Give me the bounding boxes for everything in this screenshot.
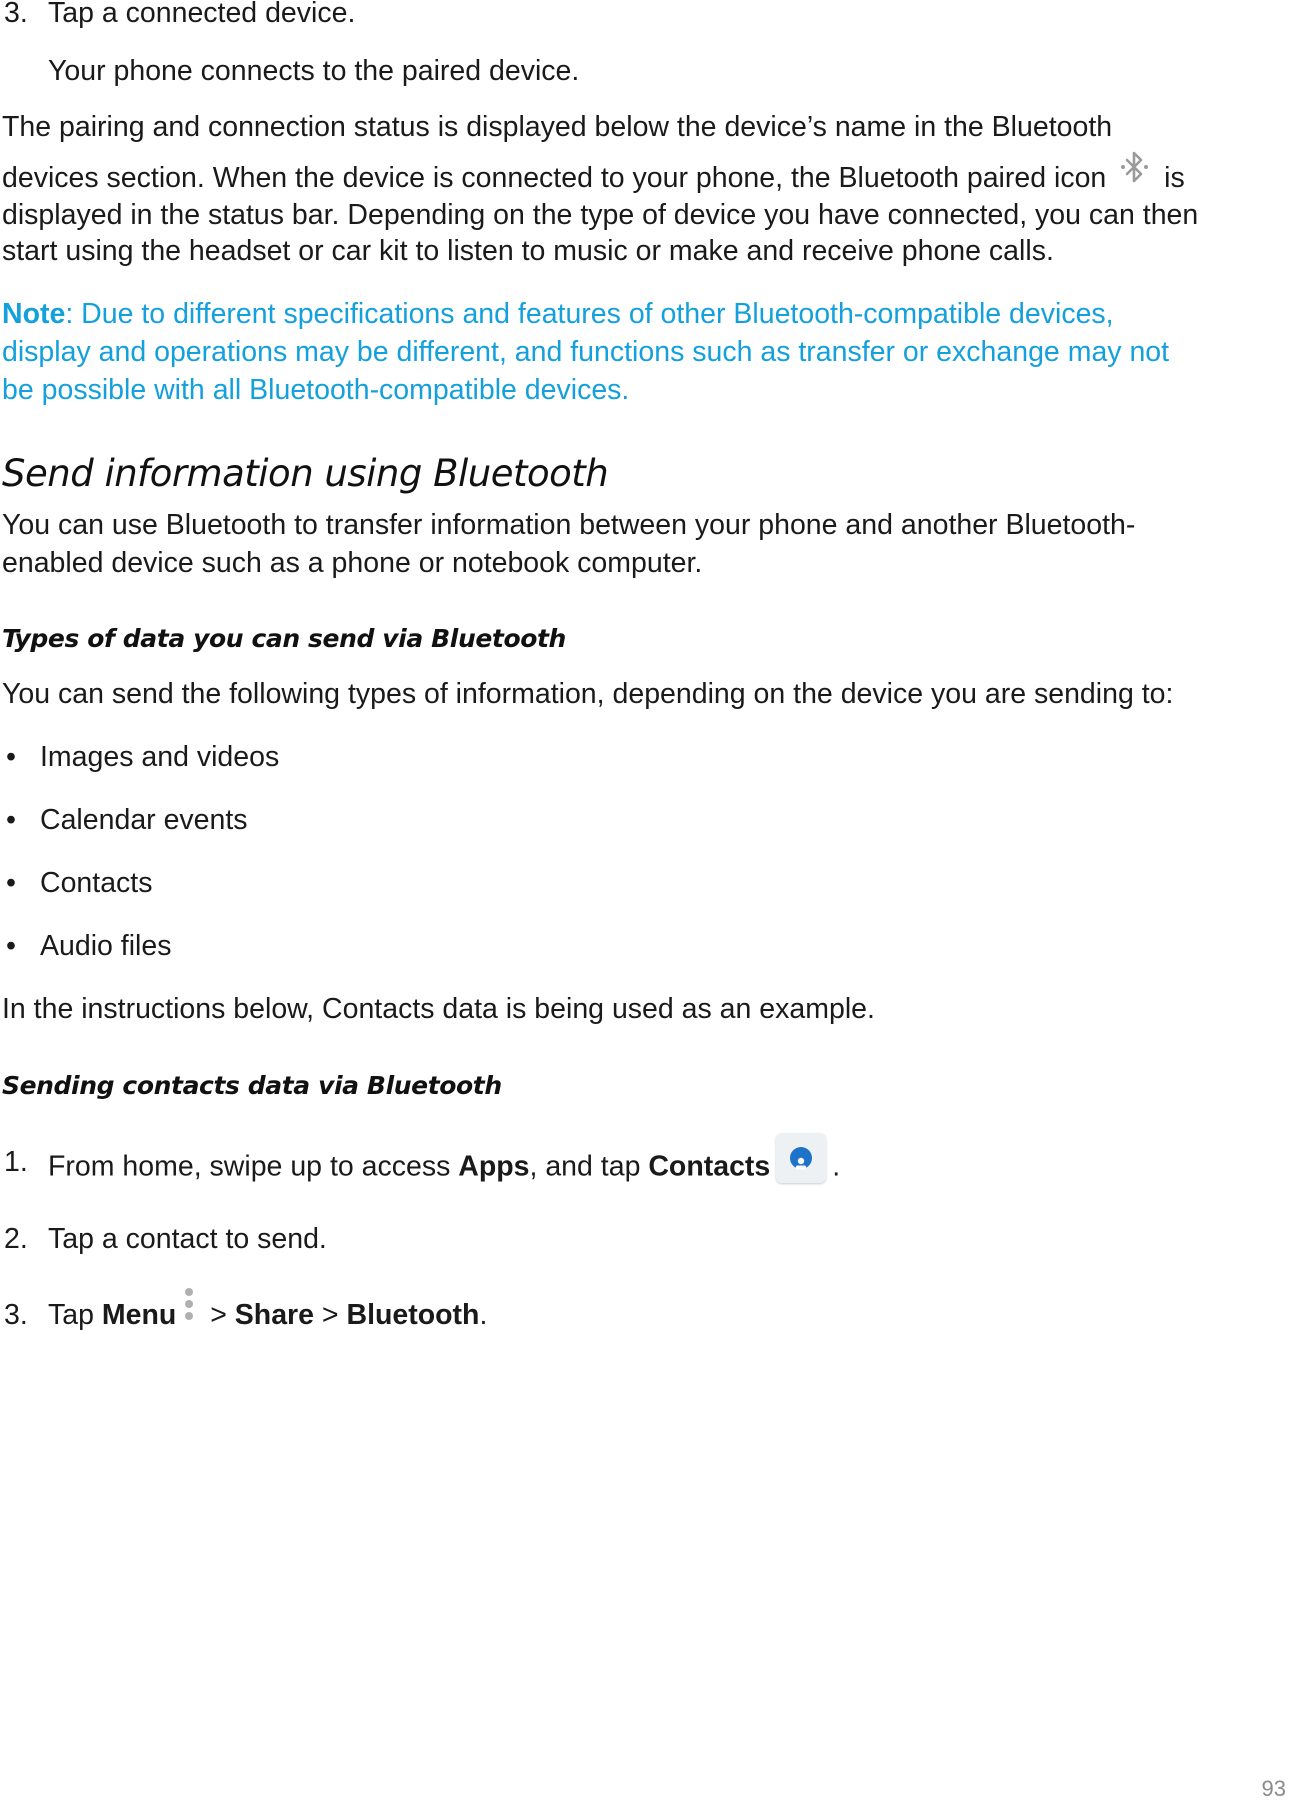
- contacts-label: Contacts: [648, 1150, 771, 1183]
- step-3-text-a: Tap: [48, 1299, 102, 1331]
- note-line-2: display and operations may be different, and functions such as transfer or exchange may not: [2, 336, 1170, 368]
- separator: >: [314, 1299, 347, 1331]
- page-number: 93: [1261, 1776, 1286, 1801]
- note-label: Note: [2, 298, 66, 330]
- contacts-app-icon: [776, 1133, 826, 1183]
- step-1-text-b: , and tap: [529, 1150, 649, 1183]
- types-intro: You can send the following types of information, depending on the device you are sending to:: [2, 678, 1174, 710]
- bullet-marker: •: [6, 867, 16, 899]
- note-line-3: be possible with all Bluetooth-compatible devices.: [2, 374, 630, 406]
- note-line-1-text: : Due to different specifications and features of other Bluetooth-compatible devices,: [65, 298, 1114, 330]
- bullet-marker: •: [6, 804, 16, 836]
- step-number: 1.: [4, 1146, 28, 1178]
- status-line-2b: is: [1164, 162, 1185, 194]
- bullet-marker: •: [6, 930, 16, 962]
- status-line-3: displayed in the status bar. Depending on the type of device you have connected, you can then: [2, 199, 1199, 231]
- step-1-text: [48, 1143, 840, 1193]
- bullet-marker: •: [6, 741, 16, 773]
- menu-label: Menu: [101, 1299, 177, 1331]
- step-text: Tap a connected device.: [48, 0, 356, 29]
- overflow-menu-icon: [182, 1286, 196, 1326]
- section-heading-send: Send information using Bluetooth: [2, 452, 609, 495]
- send-line-2: enabled device such as a phone or notebook computer.: [2, 547, 703, 579]
- section-heading-types: Types of data you can send via Bluetooth: [2, 624, 566, 653]
- apps-label: Apps: [458, 1150, 530, 1183]
- step-2-text: Tap a contact to send.: [48, 1223, 327, 1255]
- list-item: Audio files: [40, 930, 172, 962]
- status-line-1: The pairing and connection status is displayed below the device’s name in the Bluetooth: [2, 111, 1113, 143]
- step-number: 2.: [4, 1223, 28, 1255]
- bluetooth-paired-icon: [1118, 149, 1152, 189]
- status-line-4: start using the headset or car kit to listen to music or make and receive phone calls.: [2, 235, 1054, 267]
- list-item: Calendar events: [40, 804, 248, 836]
- send-line-1: You can use Bluetooth to transfer information between your phone and another Bluetooth-: [2, 509, 1136, 541]
- step-number: 3.: [4, 1299, 28, 1331]
- step-number: 3.: [4, 0, 28, 29]
- list-item: Contacts: [40, 867, 153, 899]
- types-outro: In the instructions below, Contacts data is being used as an example.: [2, 993, 875, 1025]
- step-1-text-a: From home, swipe up to access: [48, 1150, 459, 1183]
- contacts-icon-badge: [790, 1147, 812, 1169]
- share-label: Share: [234, 1299, 314, 1331]
- list-item: Images and videos: [40, 741, 280, 773]
- step-3-text: [48, 1296, 487, 1336]
- bluetooth-label: Bluetooth: [346, 1299, 480, 1331]
- status-line-2: [2, 159, 1185, 199]
- section-heading-sending: Sending contacts data via Bluetooth: [2, 1071, 502, 1100]
- step-1-text-c: .: [832, 1150, 841, 1183]
- status-line-2a: devices section. When the device is connected to your phone, the Bluetooth paired icon: [2, 162, 1107, 194]
- note-line-1: [2, 295, 1114, 333]
- separator: >: [202, 1299, 235, 1331]
- step-result: Your phone connects to the paired device.: [48, 55, 580, 87]
- step-3-end: .: [479, 1299, 488, 1331]
